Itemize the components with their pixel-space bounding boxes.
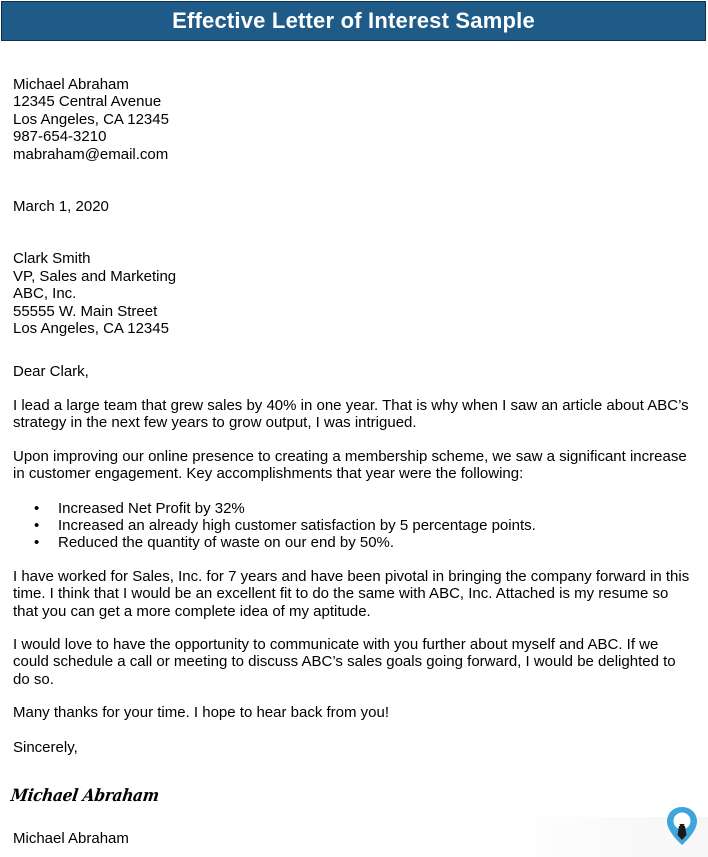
sender-name: Michael Abraham <box>13 76 129 93</box>
letter-body <box>13 76 693 756</box>
page-title: Effective Letter of Interest Sample <box>172 8 535 33</box>
sender-phone: 987-654-3210 <box>13 128 107 146</box>
paragraph-experience: I have worked for Sales, Inc. for 7 years and have been pivotal in bringing the company forward in this time. I think that I would be an excellent fit to do the same with ABC, Inc. Attached is my resume so that you can get a more complete idea of my aptitude. <box>13 567 690 620</box>
paragraph-engagement: Upon improving our online presence to creating a membership scheme, we saw a significant increase in customer engagement. Key accomplishments that year were the following: <box>13 447 687 483</box>
accomplishments-list <box>13 500 693 552</box>
list-item: • Increased an already high customer satisfaction by 5 percentage points. <box>13 517 693 534</box>
paragraph-thanks: Many thanks for your time. I hope to hear back from you! <box>13 704 390 722</box>
salutation: Dear Clark, <box>13 363 89 381</box>
location-pin-tie-icon <box>664 805 700 847</box>
letter-date: March 1, 2020 <box>13 198 109 216</box>
handwritten-signature: Michael Abraham <box>9 786 161 806</box>
signoff: Sincerely, <box>13 738 78 756</box>
sender-address <box>13 76 693 163</box>
paragraph-intro: I lead a large team that grew sales by 40% in one year. That is why when I saw an article about ABC’s strategy in the next few years to grow output, I was intrigued. <box>13 396 689 432</box>
signed-name: Michael Abraham <box>13 830 129 847</box>
recipient-address <box>13 250 693 337</box>
paragraph-request: I would love to have the opportunity to communicate with you further about myself and ABC. If we could schedule a call or meeting to discuss ABC’s sales goals going forward, I would be delighted to do so. <box>13 635 676 688</box>
list-item: • Increased Net Profit by 32% <box>13 500 693 517</box>
recipient-street: 55555 W. Main Street <box>13 302 158 320</box>
recipient-name: Clark Smith <box>13 250 91 268</box>
sender-city: Los Angeles, CA 12345 <box>13 110 169 128</box>
sender-email: mabraham@email.com <box>13 145 169 163</box>
header-bar <box>1 1 706 41</box>
recipient-city: Los Angeles, CA 12345 <box>13 320 169 338</box>
sender-street: 12345 Central Avenue <box>13 93 162 111</box>
recipient-company: ABC, Inc. <box>13 285 77 303</box>
list-item: • Reduced the quantity of waste on our end by 50%. <box>13 534 693 551</box>
recipient-title: VP, Sales and Marketing <box>13 267 177 285</box>
